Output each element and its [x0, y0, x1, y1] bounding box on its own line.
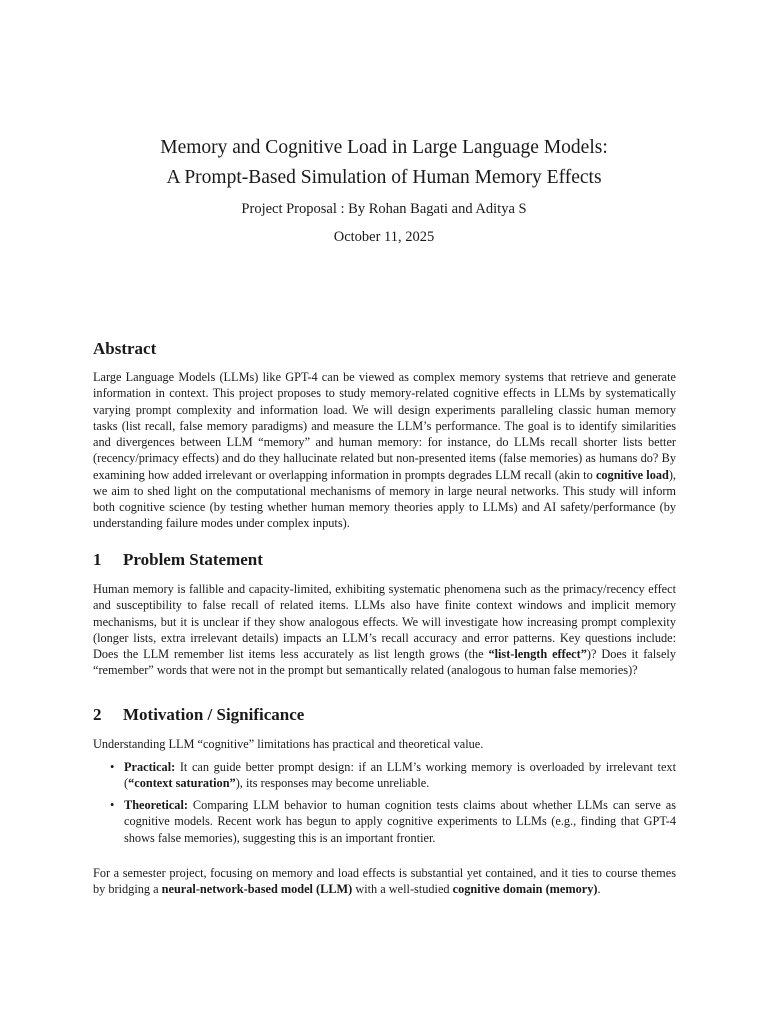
closing-bold-memory: cognitive domain (memory): [452, 882, 598, 897]
section-1-heading: [93, 549, 263, 571]
abstract-bold-cognitive-load: cognitive load: [595, 467, 669, 482]
section-1-text-part-a: Human memory is fallible and capacity-limited, exhibiting systematic phenomena such as the primacy/recency effect and susceptibility to false recall of related items. LLMs also have finite context windows and implicit memory mechanisms, but it is unclear if they show analogous effects. We will investigate how increasing prompt complexity (longer lists, extra irrelevant details) impacts an LLM’s recall accuracy and error patterns. Key questions include: Does the LLM remember list items less accurately as list length grows (the: [93, 582, 676, 661]
closing-bold-llm: neural-network-based model (LLM): [161, 882, 353, 897]
bullet-dot-icon: •: [110, 760, 115, 774]
title-line-2: A Prompt-Based Simulation of Human Memory Effects: [166, 167, 602, 188]
abstract-text: [93, 369, 676, 532]
bullet-practical-label: Practical:: [124, 760, 176, 774]
closing-text-b: with a well-studied: [352, 882, 453, 897]
section-1-title: Problem Statement: [123, 550, 263, 569]
bullet-practical: [110, 759, 676, 792]
abstract-text-part-b: ), we aim to shed light on the computational mechanisms of memory in large neural networks. This study will inform both cognitive science (by testing whether human memory theories apply to LLMs) and AI safety/performance (by understanding failure modes under complex inputs).: [93, 467, 676, 531]
title-line-1: Memory and Cognitive Load in Large Language Models:: [160, 137, 608, 158]
bullet-theoretical: [110, 797, 676, 846]
bullet-theoretical-label: Theoretical:: [124, 798, 188, 812]
paper-title: [60, 133, 708, 193]
bullet-practical-text-b: ), its responses may become unreliable.: [235, 776, 430, 791]
bullet-practical-bold: “context saturation”: [128, 776, 236, 791]
bullet-dot-icon: •: [110, 798, 115, 812]
section-2-intro: Understanding LLM “cognitive” limitations has practical and theoretical value.: [93, 737, 484, 751]
section-2-title: Motivation / Significance: [123, 705, 305, 724]
section-2-heading: [93, 704, 304, 726]
closing-text-c: .: [597, 882, 601, 897]
date-line: October 11, 2025: [333, 229, 435, 245]
section-1-text-part-b: )? Does it falsely “remember” words that were not in the prompt but semantically related (analogous to human false memories)?: [93, 647, 676, 678]
section-2-number: 2: [93, 705, 102, 724]
bullet-practical-text-a: It can guide better prompt design: if an LLM’s working memory is overloaded by irrelevant text (: [124, 760, 676, 791]
abstract-heading: Abstract: [93, 339, 157, 358]
closing-text-a: For a semester project, focusing on memory and load effects is substantial yet contained, and it ties to course themes by bridging a: [93, 866, 676, 897]
section-2-closing: [93, 865, 676, 898]
section-1-number: 1: [93, 550, 102, 569]
bullet-theoretical-text: Comparing LLM behavior to human cognition tests claims about whether LLMs can serve as cognitive models. Recent work has begun to apply cognitive experiments to LLMs (e.g., finding that GPT-4 shows false memories), suggesting this is an important frontier.: [124, 798, 676, 845]
section-1-bold-list-length: “list-length effect”: [488, 647, 587, 661]
section-1-text: [93, 581, 676, 679]
abstract-text-part-a: Large Language Models (LLMs) like GPT-4 can be viewed as complex memory systems that retrieve and generate information in context. This project proposes to study memory-related cognitive effects in LLMs by systematically varying prompt complexity and information load. We will design experiments paralleling classic human memory tasks (list recall, false memory paradigms) and measure the LLM’s performance. The goal is to identify similarities and divergences between LLM “memory” and human memory: for instance, do LLMs recall shorter lists better (recency/primacy effects) and do they hallucinate related but non-presented items (false memories) as humans do? By examining how added irrelevant or overlapping information in prompts degrades LLM recall (akin to: [93, 370, 676, 482]
authors-line: Project Proposal : By Rohan Bagati and Aditya S: [241, 201, 527, 217]
